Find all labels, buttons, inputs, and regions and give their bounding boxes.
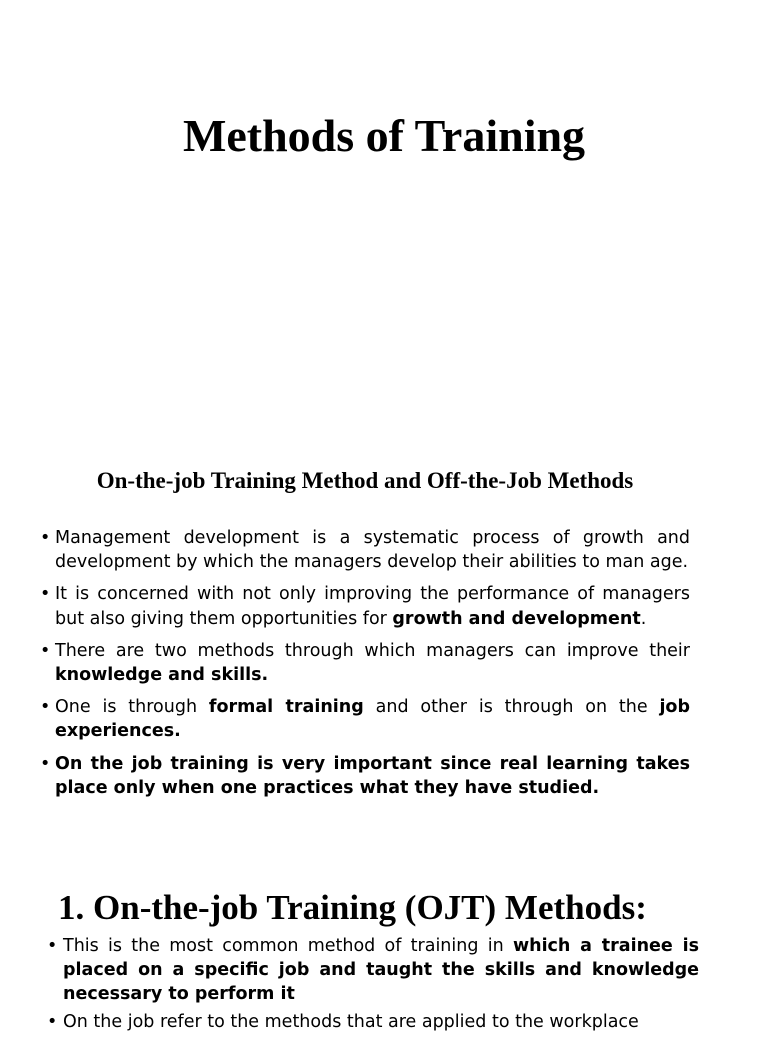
list-item xyxy=(40,639,690,687)
bullet-text: . xyxy=(640,608,647,629)
section-subtitle: On-the-job Training Method and Off-the-Job Methods xyxy=(96,468,634,493)
bullet-text: One is through xyxy=(55,697,209,718)
bullet-text: This is the most common method of training in xyxy=(63,936,513,956)
bullet-text: and other is through on the xyxy=(363,697,660,718)
list-item xyxy=(40,695,690,743)
bullet-emphasis: which a trainee is placed on a specific job and taught the skills and knowledge necessary to perform it xyxy=(63,936,699,1004)
bullet-icon: • xyxy=(47,1012,58,1032)
bullet-text: Management development is a systematic process of growth and development by which the managers develop their abilities to man age. xyxy=(55,528,690,573)
list-item xyxy=(47,934,699,1006)
bullet-text: There are two methods through which managers can improve their xyxy=(55,640,690,661)
list-item xyxy=(40,752,690,800)
bullet-icon: • xyxy=(40,640,51,661)
intro-bullet-list xyxy=(40,526,690,808)
bullet-emphasis: On the job training is very important since real learning takes place only when one practices what they have studied. xyxy=(55,753,690,798)
bullet-icon: • xyxy=(40,697,51,718)
bullet-icon: • xyxy=(47,936,58,956)
bullet-icon: • xyxy=(40,753,51,774)
list-item xyxy=(40,582,690,630)
bullet-emphasis: job experiences. xyxy=(55,697,690,742)
bullet-emphasis: formal training xyxy=(208,697,364,718)
bullet-emphasis: knowledge and skills. xyxy=(55,665,269,686)
list-item xyxy=(40,526,690,574)
bullet-icon: • xyxy=(40,528,51,548)
bullet-emphasis: growth and development xyxy=(392,608,641,629)
bullet-text: It is concerned with not only improving the performance of managers but also giving them opportunities for xyxy=(55,584,690,629)
ojt-bullet-list xyxy=(47,934,699,1038)
ojt-section-heading: 1. On-the-job Training (OJT) Methods: xyxy=(58,888,647,927)
slide-title: Methods of Training xyxy=(182,110,586,161)
list-item xyxy=(47,1010,699,1034)
bullet-text: On the job refer to the methods that are applied to the workplace xyxy=(63,1012,639,1032)
bullet-icon: • xyxy=(40,584,51,605)
